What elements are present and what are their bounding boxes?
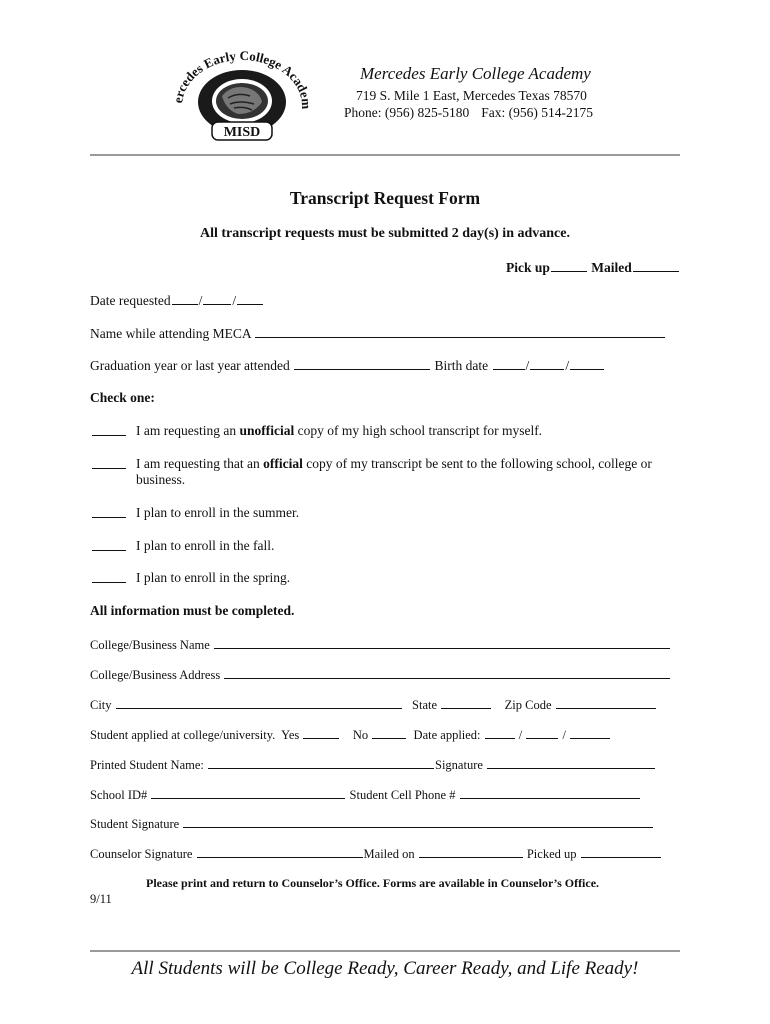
logo-arc-text: ercedes Early College Academ xyxy=(170,47,315,110)
mailed-on-field[interactable] xyxy=(419,845,523,858)
fax-number: Fax: (956) 514-2175 xyxy=(481,105,593,120)
printed-name-row: Printed Student Name: Signature xyxy=(90,756,656,773)
student-signature-row: Student Signature xyxy=(90,815,654,832)
delivery-method-row: Pick up Mailed xyxy=(506,259,680,276)
school-id-row: School ID# Student Cell Phone # xyxy=(90,786,641,803)
date-applied-day[interactable] xyxy=(526,726,558,739)
school-name: Mercedes Early College Academy xyxy=(360,64,591,83)
date-requested-row: Date requested / / xyxy=(90,292,264,309)
advance-notice: All transcript requests must be submitted 2 day(s) in advance. xyxy=(200,226,570,241)
date-requested-day[interactable] xyxy=(203,292,231,305)
mailed-field[interactable] xyxy=(633,259,679,272)
picked-up-field[interactable] xyxy=(581,845,661,858)
date-requested-month[interactable] xyxy=(172,292,198,305)
contact-line xyxy=(344,105,593,121)
college-name-row: College/Business Name xyxy=(90,636,671,653)
student-signature-field[interactable] xyxy=(183,815,653,828)
summer-check[interactable] xyxy=(92,505,126,518)
header-divider xyxy=(90,154,680,156)
grad-year-row: Graduation year or last year attended Birth date / / xyxy=(90,357,605,374)
birth-month-field[interactable] xyxy=(493,357,525,370)
option-spring: I plan to enroll in the spring. xyxy=(136,570,291,585)
form-date-code: 9/11 xyxy=(90,892,112,906)
birth-year-field[interactable] xyxy=(570,357,604,370)
logo-org-text: MISD xyxy=(223,125,261,140)
option-fall: I plan to enroll in the fall. xyxy=(136,538,275,553)
all-info-label: All information must be completed. xyxy=(90,603,295,618)
school-id-field[interactable] xyxy=(151,786,345,799)
zip-field[interactable] xyxy=(556,696,656,709)
pickup-field[interactable] xyxy=(551,259,587,272)
date-applied-year[interactable] xyxy=(570,726,610,739)
spring-check[interactable] xyxy=(92,570,126,583)
city-row: City State Zip Code xyxy=(90,696,657,713)
school-address: 719 S. Mile 1 East, Mercedes Texas 78570 xyxy=(356,88,587,103)
return-note: Please print and return to Counselor’s Office. Forms are available in Counselor’s Office. xyxy=(146,876,600,890)
unofficial-check[interactable] xyxy=(92,423,126,436)
name-field[interactable] xyxy=(255,325,665,338)
option-official-cont: business. xyxy=(136,472,186,487)
state-field[interactable] xyxy=(441,696,491,709)
college-address-row: College/Business Address xyxy=(90,666,671,683)
grad-year-field[interactable] xyxy=(294,357,430,370)
phone-number: Phone: (956) 825-5180 xyxy=(344,105,470,120)
footer-divider xyxy=(90,950,680,952)
fall-check[interactable] xyxy=(92,538,126,551)
applied-yes-field[interactable] xyxy=(303,726,339,739)
school-logo xyxy=(168,44,318,144)
applied-row: Student applied at college/university. Yes No Date applied: / / xyxy=(90,726,611,743)
date-applied-month[interactable] xyxy=(485,726,515,739)
check-one-label: Check one: xyxy=(90,390,155,405)
counselor-signature-field[interactable] xyxy=(197,845,363,858)
form-title: Transcript Request Form xyxy=(289,188,481,208)
name-row: Name while attending MECA xyxy=(90,325,666,342)
city-field[interactable] xyxy=(116,696,402,709)
official-check[interactable] xyxy=(92,456,126,469)
signature-field[interactable] xyxy=(487,756,655,769)
college-address-field[interactable] xyxy=(224,666,670,679)
applied-no-field[interactable] xyxy=(372,726,406,739)
printed-name-field[interactable] xyxy=(208,756,434,769)
option-unofficial: I am requesting an unofficial copy of my high school transcript for myself. xyxy=(136,423,543,438)
option-official: I am requesting that an official copy of my transcript be sent to the following school, college or xyxy=(136,456,652,471)
counselor-row: Counselor Signature Mailed on Picked up xyxy=(90,845,662,862)
cell-phone-field[interactable] xyxy=(460,786,640,799)
birth-day-field[interactable] xyxy=(530,357,564,370)
date-requested-year[interactable] xyxy=(237,292,263,305)
option-summer: I plan to enroll in the summer. xyxy=(136,505,300,520)
college-name-field[interactable] xyxy=(214,636,670,649)
school-motto: All Students will be College Ready, Career Ready, and Life Ready! xyxy=(131,958,639,979)
